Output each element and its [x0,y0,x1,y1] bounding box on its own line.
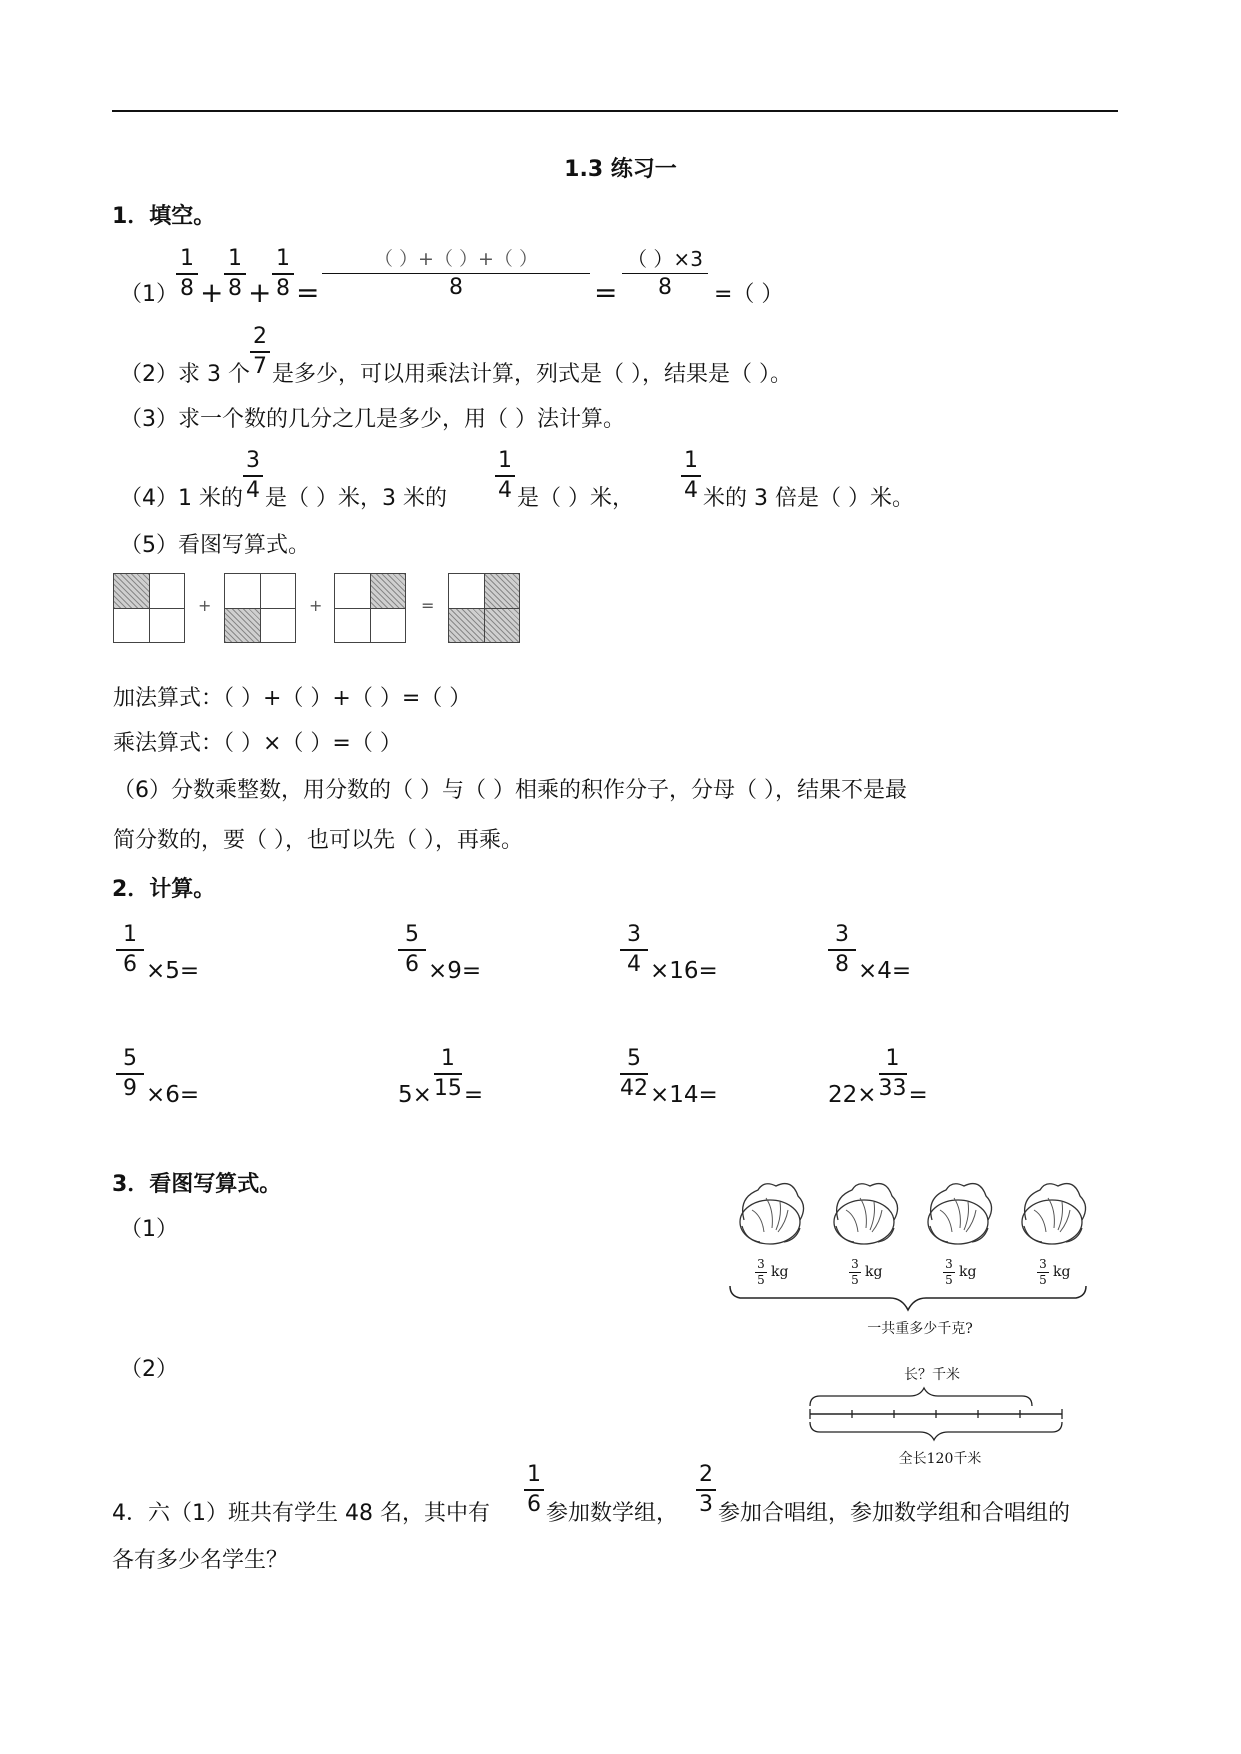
calc-suffix: ×6= [146,1082,200,1108]
fraction: 1 6 [524,1462,544,1518]
calc-prefix: 22× [828,1082,877,1108]
page-title: 1.3 练习一 [564,157,677,182]
calc-suffix: ×9= [428,958,482,984]
fraction: 1 8 [224,246,246,302]
q4-text-a: 4．六（1）班共有学生 48 名，其中有 [112,1501,490,1526]
fraction-blank-product: （ ）×3 8 [622,246,708,301]
quarter-grid-3 [334,573,406,643]
cabbage-illustration [726,1160,1096,1340]
cabbage-icon [1022,1184,1086,1244]
quarter-grid-4 [448,573,520,643]
fraction: 5 9 [116,1046,144,1102]
q1-p5-label: （5）看图写算式。 [120,533,310,558]
q1-p6-line1: （6）分数乘整数，用分数的（ ）与（ ）相乘的积作分子，分母（ ），结果不是最 [113,778,907,803]
fraction: 1 4 [495,448,515,504]
calc-suffix: ×5= [146,958,200,984]
line-total: 全长120千米 [898,1451,982,1467]
q1-p6-line2: 简分数的，要（ ），也可以先（ ），再乘。 [113,828,523,853]
plus-sign: + [198,596,212,615]
calc-suffix: = [463,1082,484,1108]
plus-sign: + [309,596,323,615]
equals-sign: = [421,596,435,615]
calc-suffix: ×4= [858,958,912,984]
unit-label: kg [865,1264,883,1280]
fraction: 3 5 [849,1258,861,1287]
calc-suffix: = [908,1082,928,1108]
fraction: 5 6 [398,922,426,978]
cabbage-question: 一共重多少千克? [867,1321,973,1337]
line-question: 长？千米 [904,1367,960,1383]
quarter-grid-1 [113,573,185,643]
fraction-blank-sum: （ ）+（ ）+（ ） 8 [322,246,590,301]
equals-sign: = [594,276,618,309]
q1-p3-text: （3）求一个数的几分之几是多少，用（ ）法计算。 [120,407,625,432]
cabbage-icon [740,1184,804,1244]
q1-heading: 1．填空。 [112,204,216,229]
fraction: 3 4 [243,448,263,504]
cabbage-icon [928,1184,992,1244]
fraction: 1 33 [878,1046,907,1101]
q4-line2: 各有多少名学生？ [112,1548,289,1573]
q1-p4-text-d: 米的 3 倍是（ ）米。 [703,486,914,511]
equals-sign: = [296,276,320,309]
unit-label: kg [771,1264,789,1280]
fraction: 3 4 [620,922,648,978]
addition-formula-line: 加法算式：（ ）+（ ）+（ ）=（ ） [113,686,472,711]
fraction: 1 15 [433,1046,462,1101]
fraction: 3 8 [828,922,856,978]
q2-heading: 2．计算。 [112,877,216,902]
q3-p1-label: （1） [120,1217,178,1242]
plus-sign: + [248,276,272,309]
q4-text-c: 参加合唱组，参加数学组和合唱组的 [718,1501,1071,1526]
fraction: 1 6 [116,922,144,978]
fraction: 1 4 [681,448,701,504]
multiplication-formula-line: 乘法算式：（ ）×（ ）=（ ） [113,731,402,756]
fraction: 3 5 [755,1258,767,1287]
unit-label: kg [959,1264,977,1280]
fraction: 2 7 [250,324,270,380]
q1-p4-text-b: 是（ ）米，3 米的 [265,486,447,511]
calc-suffix: ×14= [650,1082,718,1108]
calc-suffix: ×16= [650,958,718,984]
q3-heading: 3．看图写算式。 [112,1172,282,1197]
unit-label: kg [1053,1264,1071,1280]
q3-p2-label: （2） [120,1357,178,1382]
top-rule [112,110,1118,112]
fraction: 3 5 [1037,1258,1049,1287]
q1-p1-label: （1） [120,282,178,307]
q1-p2-text: 是多少，可以用乘法计算，列式是（ ），结果是（ ）。 [272,362,792,387]
fraction: 2 3 [696,1462,716,1518]
quarter-grid-2 [224,573,296,643]
line-segment-diagram [800,1384,1072,1450]
cabbage-icon [834,1184,898,1244]
fraction: 1 8 [176,246,198,302]
plus-sign: + [200,276,224,309]
q1-p2-label: （2）求 3 个 [120,362,250,387]
q4-text-b: 参加数学组， [546,1501,679,1526]
q1-p4-text-c: 是（ ）米， [517,486,634,511]
calc-prefix: 5× [398,1082,432,1108]
q1-p4-text-a: （4）1 米的 [120,486,243,511]
fraction: 5 42 [620,1046,648,1101]
result-blank: =（ ） [714,282,784,307]
fraction: 1 8 [272,246,294,302]
fraction: 3 5 [943,1258,955,1287]
